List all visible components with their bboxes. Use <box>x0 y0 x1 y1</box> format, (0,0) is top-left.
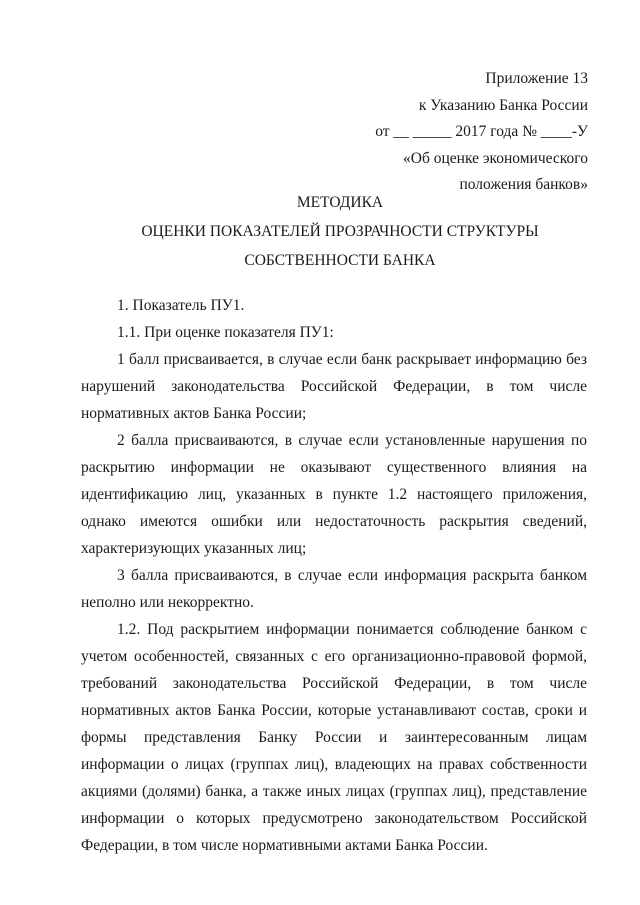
title-line-3: СОБСТВЕННОСТИ БАНКА <box>244 252 436 269</box>
paragraph-score-3: 3 балла присваиваются, в случае если информация раскрыта банком неполно или некорректно. <box>81 567 587 611</box>
paragraph-score-1: 1 балл присваивается, в случае если банк раскрывает информацию без нарушений законодательства Российской Федерации, в том числе нормативных актов Банка России; <box>81 351 587 422</box>
title-line-1: МЕТОДИКА <box>296 194 384 211</box>
document-title <box>80 188 600 275</box>
appendix-subject-line1: «Об оценке экономического <box>403 149 588 167</box>
appendix-date-number: от __ _____ 2017 года № ____-У <box>375 123 588 140</box>
paragraph-indicator-heading: 1. Показатель ПУ1. <box>117 297 245 314</box>
document-body <box>81 292 587 859</box>
title-line-2: ОЦЕНКИ ПОКАЗАТЕЛЕЙ ПРОЗРАЧНОСТИ СТРУКТУРЫ <box>141 223 539 240</box>
appendix-reference: к Указанию Банка России <box>418 96 588 114</box>
paragraph-1-1: 1.1. При оценке показателя ПУ1: <box>117 324 334 341</box>
appendix-header <box>375 66 588 199</box>
appendix-number: Приложение 13 <box>485 70 588 87</box>
paragraph-score-2: 2 балла присваиваются, в случае если установленные нарушения по раскрытию информации не оказывают существенного влияния на идентификацию лиц, указанных в пункте 1.2 настоящего приложения, однако имеются ошибки или недостаточность раскрытия сведений, характеризующих указанных лиц; <box>81 432 587 557</box>
appendix-subject-line2: положения банков» <box>459 176 588 193</box>
paragraph-1-2: 1.2. Под раскрытием информации понимается соблюдение банком с учетом особенностей, связанных с его организационно-правовой формой, требований законодательства Российской Федерации, в том числе нормативных актов Банка России, которые устанавливают состав, сроки и формы представления Банку России и заинтересованным лицам информации о лицах (группах лиц), владеющих на правах собственности акциями (долями) банка, а также иных лицах (группах лиц), представление информации о которых предусмотрено законодательством Российской Федерации, в том числе нормативными актами Банка России. <box>81 621 587 854</box>
